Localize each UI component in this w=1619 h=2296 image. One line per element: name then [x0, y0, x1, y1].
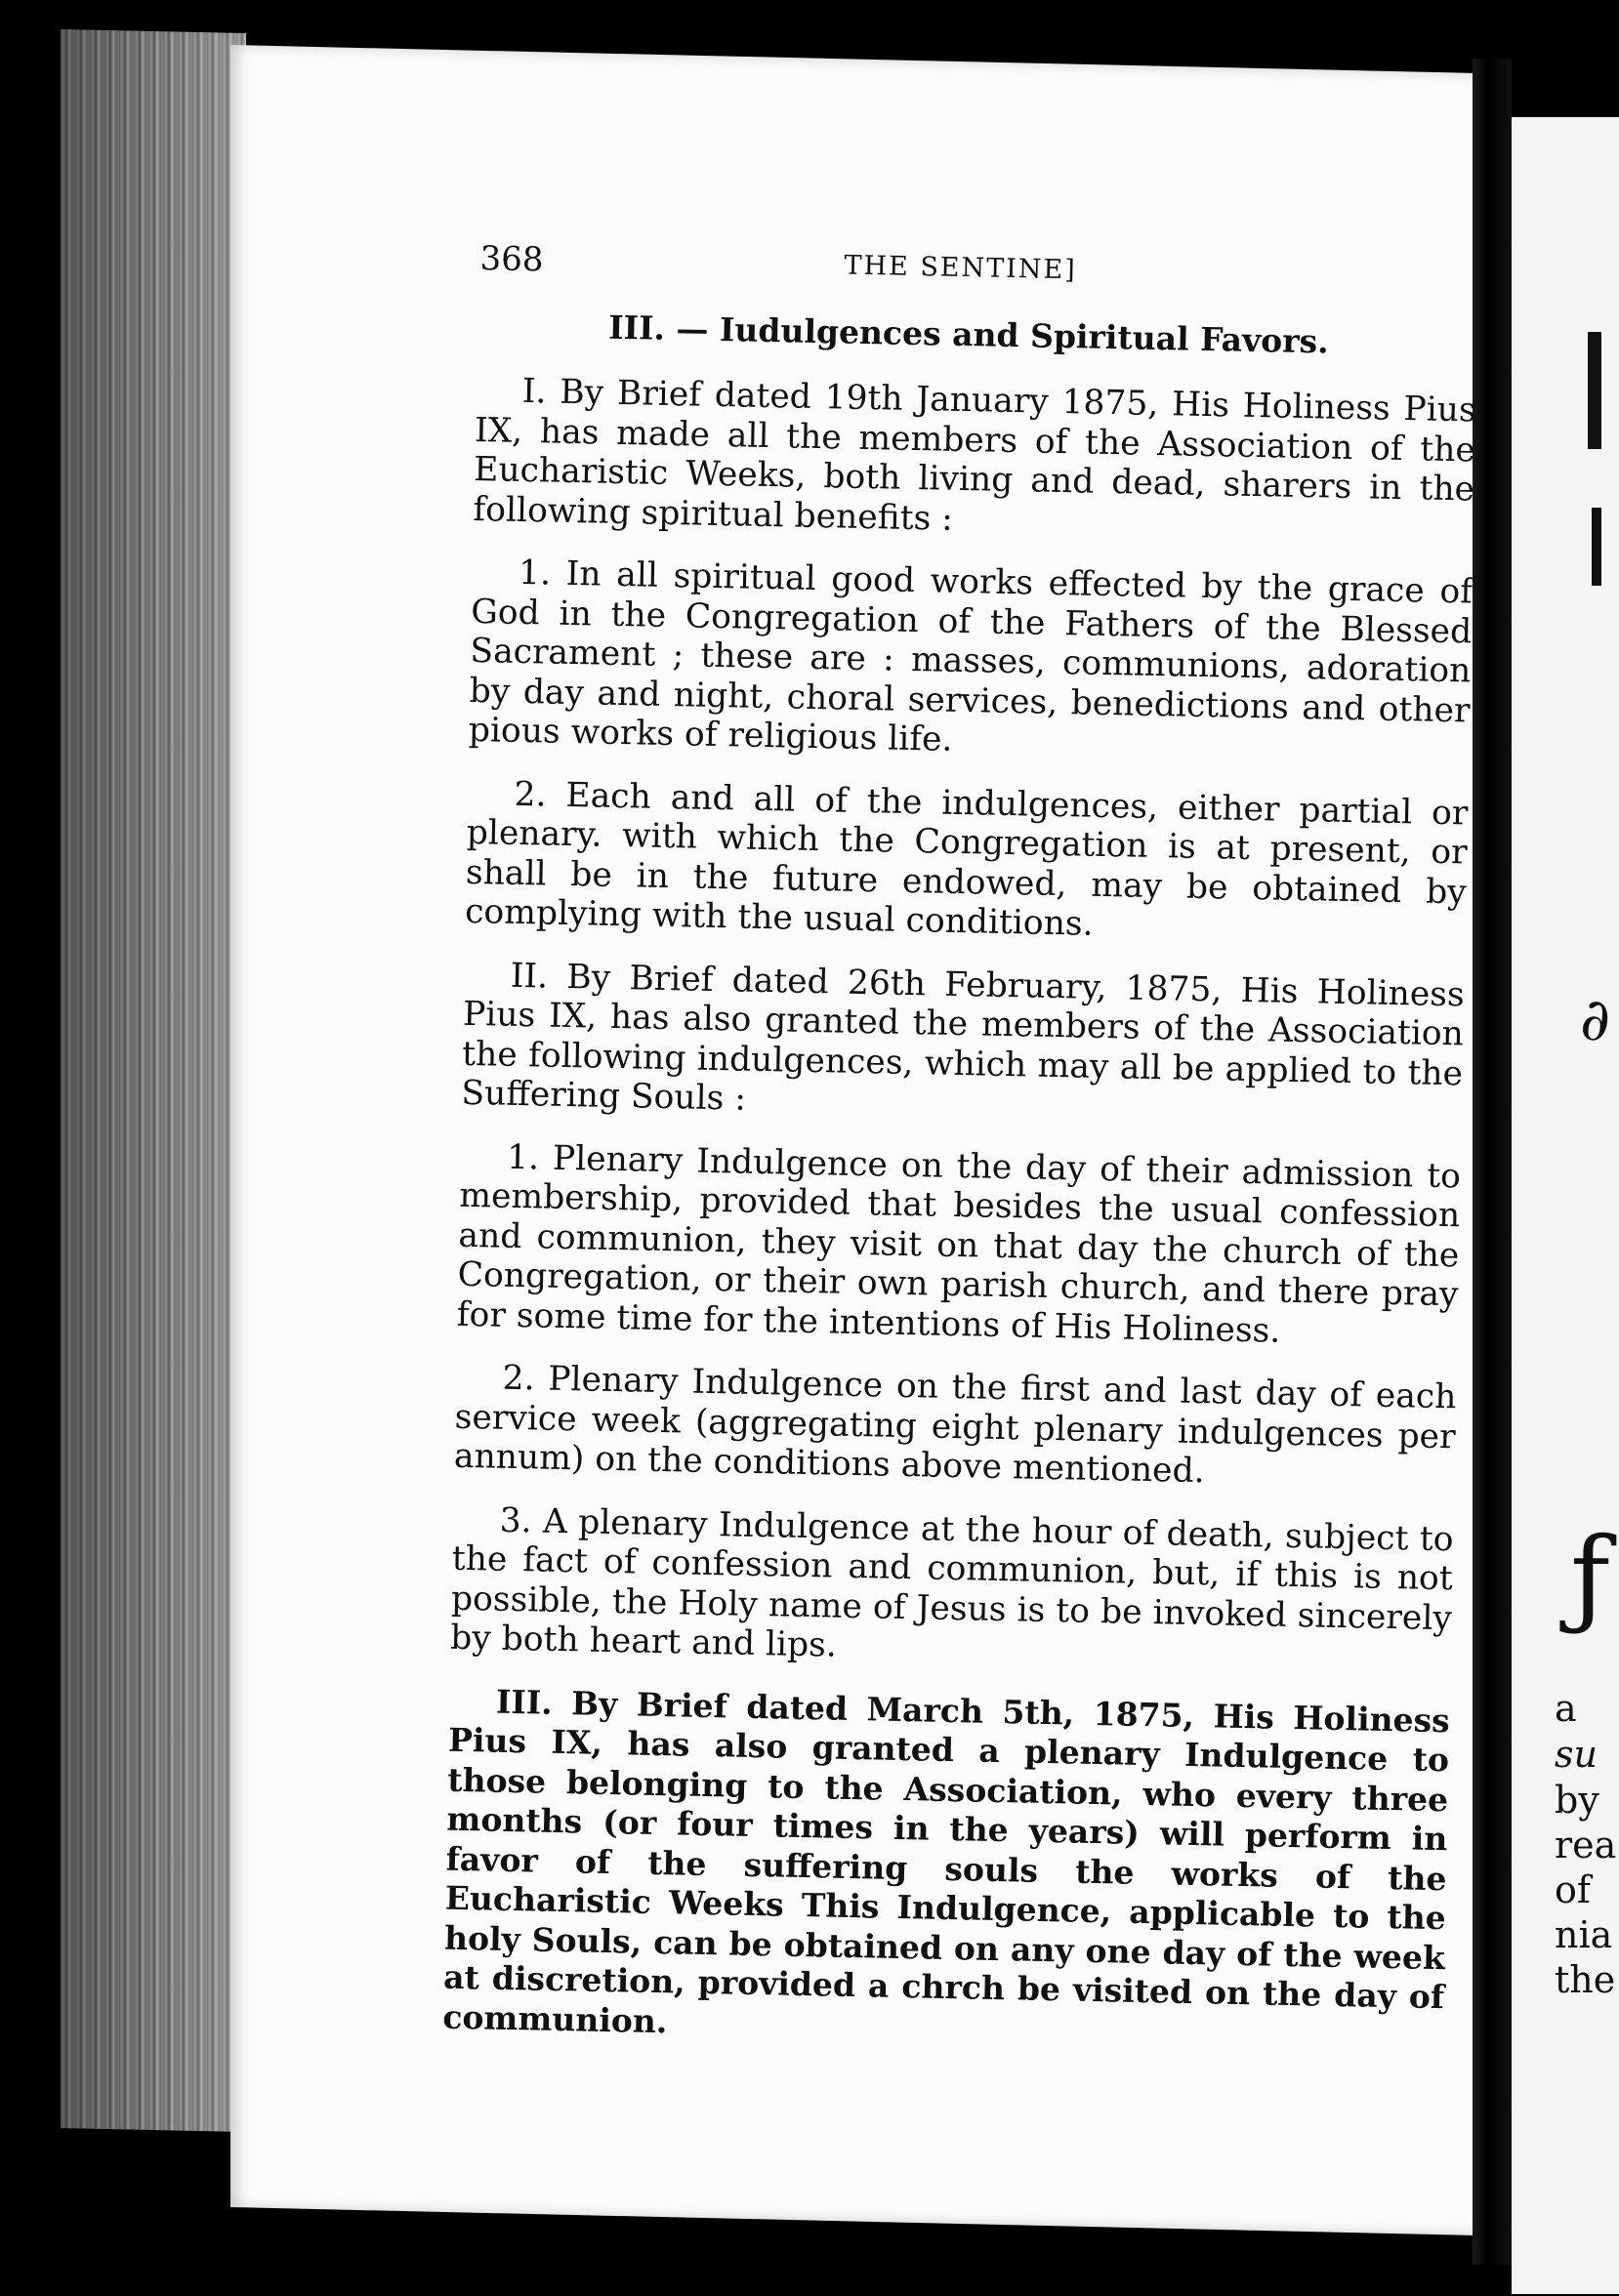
- facing-page-ornament: ∂: [1580, 986, 1611, 1054]
- paragraph-item-1: 1. In all spiritual good works effected by the grace of God in the Congregation of the Fathers of the Blessed Sacrament ; these are : masses, communions, adoration by day and night, choral services, benedictions and other pious works of religious life.: [468, 553, 1474, 759]
- facing-page-ornament: [1592, 508, 1601, 586]
- facing-page-text-line: the: [1555, 1958, 1616, 2001]
- facing-page-ornament: ƒ: [1570, 1514, 1610, 1639]
- section-heading: III. — Iudulgences and Spiritual Favors.: [607, 308, 1330, 361]
- paragraph-brief-1: I. By Brief dated 19th January 1875, His Holiness Pius IX, has made all the members of the Association of the Eucharistic Weeks, both living and dead, sharers in the following spiritual benefits :: [473, 371, 1477, 539]
- facing-page-ornament: [1588, 332, 1601, 449]
- paragraph-item-1: 1. Plenary Indulgence on the day of their admission to membership, provided that besides the usual confession and communion, they visit on that day the church of the Congregation, or their own parish church, and there pray for some time for the intentions of His Holiness.: [456, 1137, 1462, 1351]
- facing-page-text-line: nia: [1555, 1913, 1613, 1956]
- facing-page-text-line: rea: [1555, 1824, 1617, 1866]
- facing-page-text-line: su: [1555, 1733, 1598, 1776]
- paragraph-item-2: 2. Each and all of the indulgences, either partial or plenary. with which the Congregation is at present, or shall be in the future endowed, may be obtained by complying with the usual conditions.: [464, 774, 1469, 944]
- paragraph-item-3: 3. A plenary Indulgence at the hour of death, subject to the fact of confession and communion, but, if this is not possible, the Holy name of Jesus is to be invoked sincerely by both heart and lips.: [449, 1500, 1454, 1665]
- paragraph-brief-3: III. By Brief dated March 5th, 1875, His Holiness Pius IX, has also granted a plenary Indulgence to those belonging to the Association, who every three months (or four times in the years) will perform in favor of the suffering souls the works of the Eucharistic Weeks This Indulgence, applicable to the holy Souls, can be obtained on any one day of the week at discretion, provided a chrch be visited on the day of communion.: [442, 1682, 1451, 2040]
- page-edges-shadow: [61, 29, 246, 2132]
- paragraph-item-2: 2. Plenary Indulgence on the first and last day of each service week (aggregating eight plenary indulgences per annum) on the conditions above mentioned.: [453, 1358, 1457, 1492]
- facing-page-text-line: of: [1555, 1868, 1591, 1911]
- paragraph-brief-2: II. By Brief dated 26th February, 1875, His Holiness Pius IX, has also granted the members of the Association the following indulgences, which may all be applied to the Suffering Souls :: [461, 956, 1466, 1119]
- running-title: THE SENTINE]: [844, 250, 1078, 286]
- facing-page-text-line: a: [1555, 1687, 1577, 1730]
- page-text-block: [442, 239, 1479, 2080]
- page-gutter: [1473, 59, 1512, 2265]
- page-number: 368: [479, 239, 544, 280]
- facing-page-text-line: by: [1555, 1779, 1599, 1822]
